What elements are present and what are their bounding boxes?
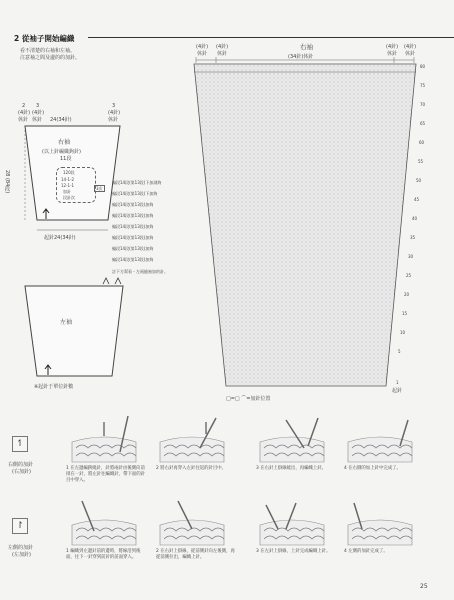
left-step-1-caption: 1 編織到左邊針前的邊時，將線沿到後面，往下一針穿到前針的前面穿入。 — [66, 549, 141, 560]
rs-rate-5: 編段14段(第13段)加鉤 — [112, 235, 154, 240]
row-number: 70 — [420, 102, 426, 107]
ls-note: ※起針于單位針數 — [34, 384, 74, 390]
rs-rate-0: 編段14段(第13段)下加減鉤 — [112, 180, 162, 185]
right-step-1-illustration — [68, 412, 140, 464]
right-step-2-illustration — [156, 412, 228, 464]
left-increase-symbol-icon: ↾ — [12, 518, 28, 534]
rs-small-2: (4針) — [32, 110, 45, 116]
rs-note: 註下方幫看・左兩縫袖加的針。 — [112, 269, 168, 274]
left-step-3-illustration — [256, 495, 328, 547]
row-number: 35 — [410, 235, 416, 240]
right-step-1-caption: 1 在左邊編鉤繞針，針將兩針由後側向前排在一針，將左針往編織針，帶下面的針目中穿入。 — [66, 466, 146, 483]
rs-small-3: 休針 — [18, 117, 29, 123]
rs-rate-4: 編段14段(第13段)加鉤 — [112, 224, 154, 229]
rs-inner-2: 14-1-2 — [61, 177, 75, 182]
right-step-3-caption: 3 在右針上掛線繞出，再編織上針。 — [256, 466, 327, 471]
rs-top-label: 24(34針) — [50, 117, 72, 123]
right-step-3-illustration — [256, 412, 328, 464]
right-step-2-caption: 2 將右針再穿入左針往返的針目中。 — [156, 466, 227, 471]
row-number: 65 — [420, 121, 426, 126]
row-number: 25 — [406, 273, 412, 278]
intro-line-2: 注意袖之間及邊的的加針。 — [20, 55, 81, 61]
rs-small-1: (4針) — [18, 110, 31, 116]
left-sleeve-outline — [20, 272, 140, 384]
chart-top-mid: (34針)休針 — [288, 54, 314, 60]
rs-rate-3: 編段14段(第13段)加鉤 — [112, 213, 154, 218]
left-step-1-illustration — [68, 495, 140, 547]
chart-bottom-label: 起針 — [392, 388, 403, 394]
chart-title: 右袖 — [300, 43, 313, 51]
chart-top-label-1: (4針) — [196, 44, 209, 50]
row-number: 1 — [396, 380, 399, 385]
rs-inner-5: 段針次 — [63, 195, 75, 200]
row-number: 30 — [408, 254, 414, 259]
rs-rate-7: 編段14段(第13段)加鉤 — [112, 257, 154, 262]
rs-top-right-small-2: 休針 — [108, 117, 119, 123]
rs-inner-3: 12-1-1 — [61, 183, 75, 188]
left-increase-label-sub: (左加針) — [12, 552, 31, 558]
chart-top-label-2: (4針) — [216, 44, 229, 50]
row-number: 40 — [412, 216, 418, 221]
rs-rate-6: 編段14段(第13段)加鉤 — [112, 246, 154, 251]
row-number: 45 — [414, 197, 420, 202]
chart-top-label-4: (4針) — [404, 44, 417, 50]
row-number: 50 — [416, 178, 422, 183]
left-step-2-illustration — [156, 495, 228, 547]
chart-top-small-2: 休針 — [217, 51, 228, 57]
rs-label-2: 2 — [22, 103, 26, 109]
row-number: 5 — [398, 349, 401, 354]
rs-title: 右袖 — [58, 139, 71, 146]
section-title: 2 從袖子開始編織 — [14, 33, 74, 44]
left-step-4-caption: 4 左側的加針完成了。 — [344, 549, 388, 554]
knitting-grid — [190, 62, 430, 392]
rs-bottom-label: 起針24(34針) — [44, 235, 76, 241]
row-number: 20 — [404, 292, 410, 297]
rs-rate-2: 編段14段(第13段)加鉤 — [112, 202, 154, 207]
rs-subtitle-1: (以上針編織鉤針) — [42, 149, 81, 155]
right-increase-label-sub: (右加針) — [12, 469, 31, 475]
rs-inner-box — [56, 167, 96, 203]
rs-top-right: 3 — [112, 103, 116, 109]
row-number: 55 — [418, 159, 424, 164]
left-step-4-illustration — [344, 495, 416, 547]
right-increase-label: 右側的加針 — [8, 462, 34, 468]
left-step-2-caption: 2 在右針上掛線，從前側針向左後側，再從前側拉出，編織上針。 — [156, 549, 235, 560]
row-number: 10 — [400, 330, 406, 335]
right-step-4-caption: 4 在右側的加上針中完成了。 — [344, 466, 401, 471]
right-step-4-illustration — [344, 412, 416, 464]
rs-rate-1: 編段14段(第13段)下加鉤 — [112, 191, 158, 196]
left-increase-label: 左側的加針 — [8, 545, 34, 551]
rs-subtitle-2: 11段 — [60, 156, 72, 162]
ls-title: 左袖 — [60, 319, 73, 326]
rs-inner-4: 加針 — [63, 189, 71, 194]
chart-top-small-1: 休針 — [197, 51, 208, 57]
intro-line-1: 看不清楚的右袖和左袖。 — [20, 48, 76, 54]
chart-legend: □=□ ⌒=加針位置 — [226, 396, 271, 402]
rs-small-4: 休針 — [32, 117, 43, 123]
rs-label-3: 3 — [36, 103, 40, 109]
chart-top-small-4: 休針 — [405, 51, 416, 57]
rs-side-label: 28 (84段) — [4, 170, 10, 194]
title-rule — [88, 37, 454, 38]
rs-top-right-small-1: (4針) — [108, 110, 121, 116]
rs-inner-1: 120段 — [63, 170, 75, 175]
right-increase-symbol-icon: ↿ — [12, 436, 28, 452]
row-number: 60 — [419, 140, 425, 145]
left-step-3-caption: 3 在左針上掛線，上針完成編織上針。 — [256, 549, 331, 554]
row-number: 75 — [420, 83, 426, 88]
page-number: 25 — [420, 583, 428, 590]
chart-top-label-3: (4針) — [386, 44, 399, 50]
row-number: 80 — [420, 64, 426, 69]
row-number: 15 — [402, 311, 408, 316]
rs-inner-tag: 3次 — [96, 186, 103, 191]
chart-top-small-3: 休針 — [387, 51, 398, 57]
